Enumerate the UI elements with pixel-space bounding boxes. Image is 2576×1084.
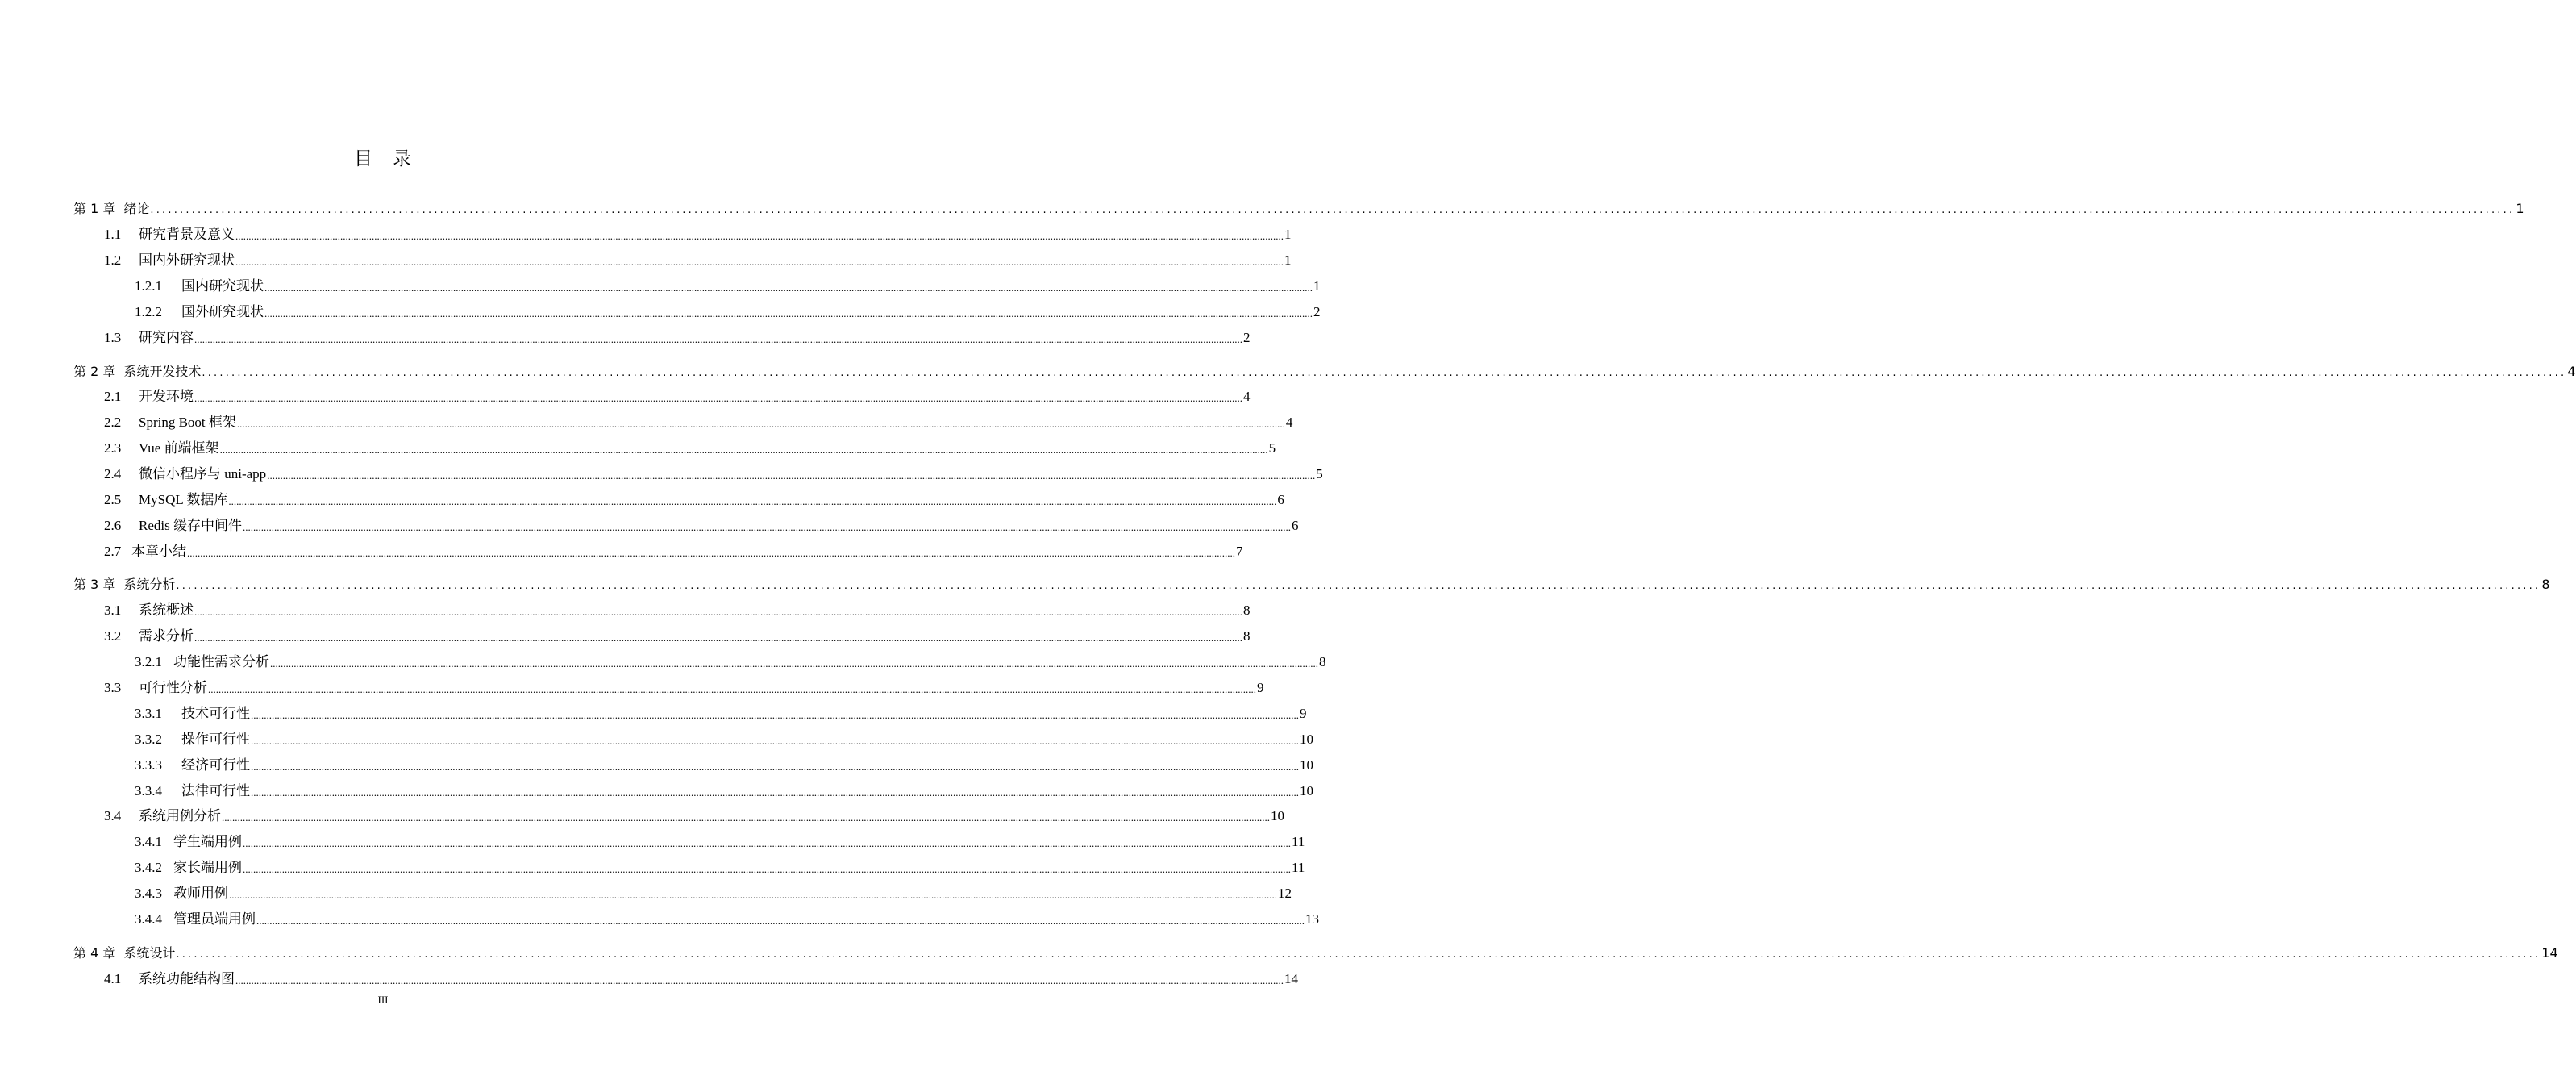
toc-dot-leader: ................................................................................................................................................................................................................................................................................................................................................................................................................ <box>176 948 2541 961</box>
toc-subsection-entry[interactable] <box>135 705 1307 723</box>
toc-subsection-entry[interactable] <box>135 653 1326 671</box>
toc-dot-leader: ................................................................................................................................................................................................................................................................................................................................................................................................................ <box>202 367 2567 379</box>
toc-entry-title: 经济可行性 <box>181 757 250 773</box>
toc-entry-page: 11 <box>1292 834 1305 849</box>
toc-entry-title: 家长端用例 <box>173 860 242 875</box>
toc-subsection-entry[interactable] <box>135 782 1313 800</box>
toc-entry-page: 1 <box>2516 201 2524 216</box>
toc-dot-leader: ................................................................................................................................................................................................................................................................................................................................................................................................................ <box>264 307 1313 319</box>
toc-subsection-entry[interactable] <box>135 885 1292 903</box>
toc-entry-number: 3.4.4 <box>135 911 162 927</box>
toc-entry-number: 第 1 章 <box>73 201 116 216</box>
toc-entry-number: 1.1 <box>104 227 122 242</box>
toc-entry-number: 3.3.2 <box>135 732 162 747</box>
toc-dot-leader: ................................................................................................................................................................................................................................................................................................................................................................................................................ <box>270 657 1318 669</box>
toc-section-entry[interactable] <box>104 440 1276 457</box>
toc-entry-title: 管理员端用例 <box>173 911 256 927</box>
toc-entry-page: 2 <box>1313 304 1321 319</box>
toc-entry-number: 3.4.2 <box>135 860 162 875</box>
toc-dot-leader: ................................................................................................................................................................................................................................................................................................................................................................................................................ <box>242 521 1291 533</box>
toc-entry-number: 3.3.4 <box>135 783 162 798</box>
toc-entry-title: 国外研究现状 <box>181 304 264 319</box>
toc-entry-title: Spring Boot 框架 <box>139 415 236 430</box>
toc-entry-title: 国内研究现状 <box>181 278 264 294</box>
toc-entry-page: 9 <box>1257 680 1264 695</box>
toc-entry-page: 10 <box>1271 808 1284 823</box>
toc-dot-leader: ................................................................................................................................................................................................................................................................................................................................................................................................................ <box>267 469 1316 482</box>
toc-entry-title: 系统功能结构图 <box>139 971 235 986</box>
toc-entry-title: MySQL 数据库 <box>139 492 228 507</box>
toc-subsection-entry[interactable] <box>135 757 1313 774</box>
toc-chapter-entry[interactable] <box>73 576 2550 594</box>
toc-dot-leader: ................................................................................................................................................................................................................................................................................................................................................................................................................ <box>229 889 1277 901</box>
toc-section-entry[interactable] <box>104 970 1298 988</box>
toc-entry-title: 微信小程序与 uni-app <box>139 466 267 482</box>
toc-section-entry[interactable] <box>104 388 1251 406</box>
footer-page-number: III <box>377 994 389 1006</box>
toc-entry-page: 8 <box>1243 602 1251 618</box>
toc-entry-page: 1 <box>1284 227 1292 242</box>
toc-entry-number: 3.1 <box>104 602 122 618</box>
toc-entry-page: 14 <box>2541 945 2558 961</box>
toc-dot-leader: ................................................................................................................................................................................................................................................................................................................................................................................................................ <box>235 256 1284 268</box>
toc-entry-page: 12 <box>1278 886 1292 901</box>
toc-dot-leader: ................................................................................................................................................................................................................................................................................................................................................................................................................ <box>222 811 1270 823</box>
toc-entry-title: 系统开发技术 <box>123 364 202 379</box>
toc-entry-title: Vue 前端框架 <box>139 440 219 456</box>
toc-entry-number: 2.5 <box>104 492 122 507</box>
toc-section-entry[interactable] <box>104 602 1251 619</box>
toc-entry-number: 2.3 <box>104 440 122 456</box>
toc-entry-number: 3.4 <box>104 808 122 823</box>
toc-entry-page: 8 <box>1243 628 1251 644</box>
toc-dot-leader: ................................................................................................................................................................................................................................................................................................................................................................................................................ <box>235 974 1284 986</box>
toc-entry-number: 1.2.1 <box>135 278 162 294</box>
toc-entry-number: 1.2.2 <box>135 304 162 319</box>
toc-dot-leader: ................................................................................................................................................................................................................................................................................................................................................................................................................ <box>194 606 1242 618</box>
toc-entry-page: 1 <box>1313 278 1321 294</box>
toc-dot-leader: ................................................................................................................................................................................................................................................................................................................................................................................................................ <box>251 735 1299 747</box>
toc-dot-leader: ................................................................................................................................................................................................................................................................................................................................................................................................................ <box>256 915 1305 927</box>
toc-entry-title: 绪论 <box>123 201 150 216</box>
toc-entry-number: 2.1 <box>104 389 122 404</box>
toc-entry-title: 系统设计 <box>123 945 176 961</box>
toc-dot-leader: ................................................................................................................................................................................................................................................................................................................................................................................................................ <box>150 204 2516 216</box>
toc-entry-page: 5 <box>1316 466 1323 482</box>
toc-dot-leader: ................................................................................................................................................................................................................................................................................................................................................................................................................ <box>219 444 1268 456</box>
toc-section-entry[interactable] <box>104 543 1243 561</box>
toc-entry-page: 14 <box>1284 971 1298 986</box>
toc-entry-title: Redis 缓存中间件 <box>139 518 242 533</box>
toc-entry-number: 2.4 <box>104 466 122 482</box>
toc-section-entry[interactable] <box>104 807 1284 825</box>
toc-entry-page: 2 <box>1243 330 1251 345</box>
toc-dot-leader: ................................................................................................................................................................................................................................................................................................................................................................................................................ <box>243 837 1291 849</box>
toc-entry-page: 13 <box>1305 911 1319 927</box>
toc-dot-leader: ................................................................................................................................................................................................................................................................................................................................................................................................................ <box>194 632 1242 644</box>
toc-subsection-entry[interactable] <box>135 833 1305 851</box>
toc-entry-number: 1.3 <box>104 330 122 345</box>
toc-entry-page: 8 <box>1319 654 1326 669</box>
toc-dot-leader: ................................................................................................................................................................................................................................................................................................................................................................................................................ <box>235 230 1284 242</box>
toc-entry-title: 系统用例分析 <box>139 808 221 823</box>
toc-entry-page: 6 <box>1277 492 1284 507</box>
toc-dot-leader: ................................................................................................................................................................................................................................................................................................................................................................................................................ <box>208 683 1256 695</box>
toc-entry-title: 需求分析 <box>139 628 194 644</box>
toc-dot-leader: ................................................................................................................................................................................................................................................................................................................................................................................................................ <box>194 392 1242 404</box>
toc-dot-leader: ................................................................................................................................................................................................................................................................................................................................................................................................................ <box>251 709 1299 721</box>
toc-entry-title: 系统概述 <box>139 602 194 618</box>
toc-dot-leader: ................................................................................................................................................................................................................................................................................................................................................................................................................ <box>176 580 2541 592</box>
toc-section-entry[interactable] <box>104 226 1292 244</box>
toc-subsection-entry[interactable] <box>135 277 1321 295</box>
toc-entry-title: 功能性需求分析 <box>173 654 269 669</box>
toc-dot-leader: ................................................................................................................................................................................................................................................................................................................................................................................................................ <box>187 547 1235 559</box>
toc-section-entry[interactable] <box>104 491 1284 509</box>
toc-entry-page: 4 <box>2567 364 2576 379</box>
toc-entry-title: 操作可行性 <box>181 732 250 747</box>
toc-entry-number: 3.3 <box>104 680 122 695</box>
toc-entry-page: 1 <box>1284 252 1292 268</box>
toc-dot-leader: ................................................................................................................................................................................................................................................................................................................................................................................................................ <box>264 281 1313 294</box>
toc-entry-page: 10 <box>1300 732 1313 747</box>
toc-section-entry[interactable] <box>104 414 1293 432</box>
toc-entry-number: 3.2.1 <box>135 654 162 669</box>
toc-entry-number: 3.3.3 <box>135 757 162 773</box>
toc-entry-title: 研究背景及意义 <box>139 227 235 242</box>
toc-entry-number: 第 4 章 <box>73 945 116 961</box>
toc-section-entry[interactable] <box>104 517 1299 535</box>
toc-entry-title: 国内外研究现状 <box>139 252 235 268</box>
toc-entry-page: 7 <box>1236 544 1243 559</box>
toc-subsection-entry[interactable] <box>135 303 1321 321</box>
toc-entry-page: 9 <box>1300 706 1307 721</box>
toc-entry-number: 1.2 <box>104 252 122 268</box>
toc-entry-page: 5 <box>1268 440 1276 456</box>
toc-entry-title: 教师用例 <box>173 886 228 901</box>
toc-entry-title: 学生端用例 <box>173 834 242 849</box>
toc-chapter-entry[interactable] <box>73 200 2524 218</box>
toc-section-entry[interactable] <box>104 627 1251 645</box>
toc-dot-leader: ................................................................................................................................................................................................................................................................................................................................................................................................................ <box>236 418 1285 430</box>
toc-entry-page: 4 <box>1285 415 1293 430</box>
toc-dot-leader: ................................................................................................................................................................................................................................................................................................................................................................................................................ <box>194 333 1242 345</box>
toc-entry-page: 10 <box>1300 757 1313 773</box>
toc-subsection-entry[interactable] <box>135 731 1313 748</box>
toc-entry-page: 4 <box>1243 389 1251 404</box>
toc-entry-number: 3.4.1 <box>135 834 162 849</box>
toc-section-entry[interactable] <box>104 329 1251 347</box>
toc-subsection-entry[interactable] <box>135 911 1319 928</box>
toc-section-entry[interactable] <box>104 465 1323 483</box>
toc-entry-title: 可行性分析 <box>139 680 207 695</box>
toc-entry-title: 系统分析 <box>123 577 176 592</box>
toc-entry-page: 6 <box>1291 518 1299 533</box>
toc-dot-leader: ................................................................................................................................................................................................................................................................................................................................................................................................................ <box>243 863 1291 875</box>
toc-entry-number: 2.6 <box>104 518 122 533</box>
toc-entry-number: 4.1 <box>104 971 122 986</box>
toc-entry-page: 10 <box>1300 783 1313 798</box>
toc-chapter-entry[interactable] <box>73 944 2558 962</box>
toc-entry-number: 第 2 章 <box>73 364 116 379</box>
toc-entry-number: 2.7 <box>104 544 122 559</box>
page-title: 目 录 <box>354 148 412 169</box>
toc-entry-page: 11 <box>1292 860 1305 875</box>
toc-entry-number: 第 3 章 <box>73 577 116 592</box>
toc-entry-number: 2.2 <box>104 415 122 430</box>
toc-dot-leader: ................................................................................................................................................................................................................................................................................................................................................................................................................ <box>228 495 1277 507</box>
toc-dot-leader: ................................................................................................................................................................................................................................................................................................................................................................................................................ <box>251 761 1299 773</box>
toc-entry-title: 研究内容 <box>139 330 194 345</box>
toc-dot-leader: ................................................................................................................................................................................................................................................................................................................................................................................................................ <box>251 786 1299 798</box>
toc-section-entry[interactable] <box>104 252 1292 269</box>
toc-entry-title: 技术可行性 <box>181 706 250 721</box>
toc-entry-page: 8 <box>2541 577 2550 592</box>
toc-subsection-entry[interactable] <box>135 859 1305 877</box>
toc-entry-title: 本章小结 <box>131 544 186 559</box>
toc-entry-title: 开发环境 <box>139 389 194 404</box>
toc-entry-title: 法律可行性 <box>181 783 250 798</box>
toc-entry-number: 3.3.1 <box>135 706 162 721</box>
toc-entry-number: 3.2 <box>104 628 122 644</box>
toc-section-entry[interactable] <box>104 679 1264 697</box>
toc-entry-number: 3.4.3 <box>135 886 162 901</box>
toc-chapter-entry[interactable] <box>73 363 2576 381</box>
